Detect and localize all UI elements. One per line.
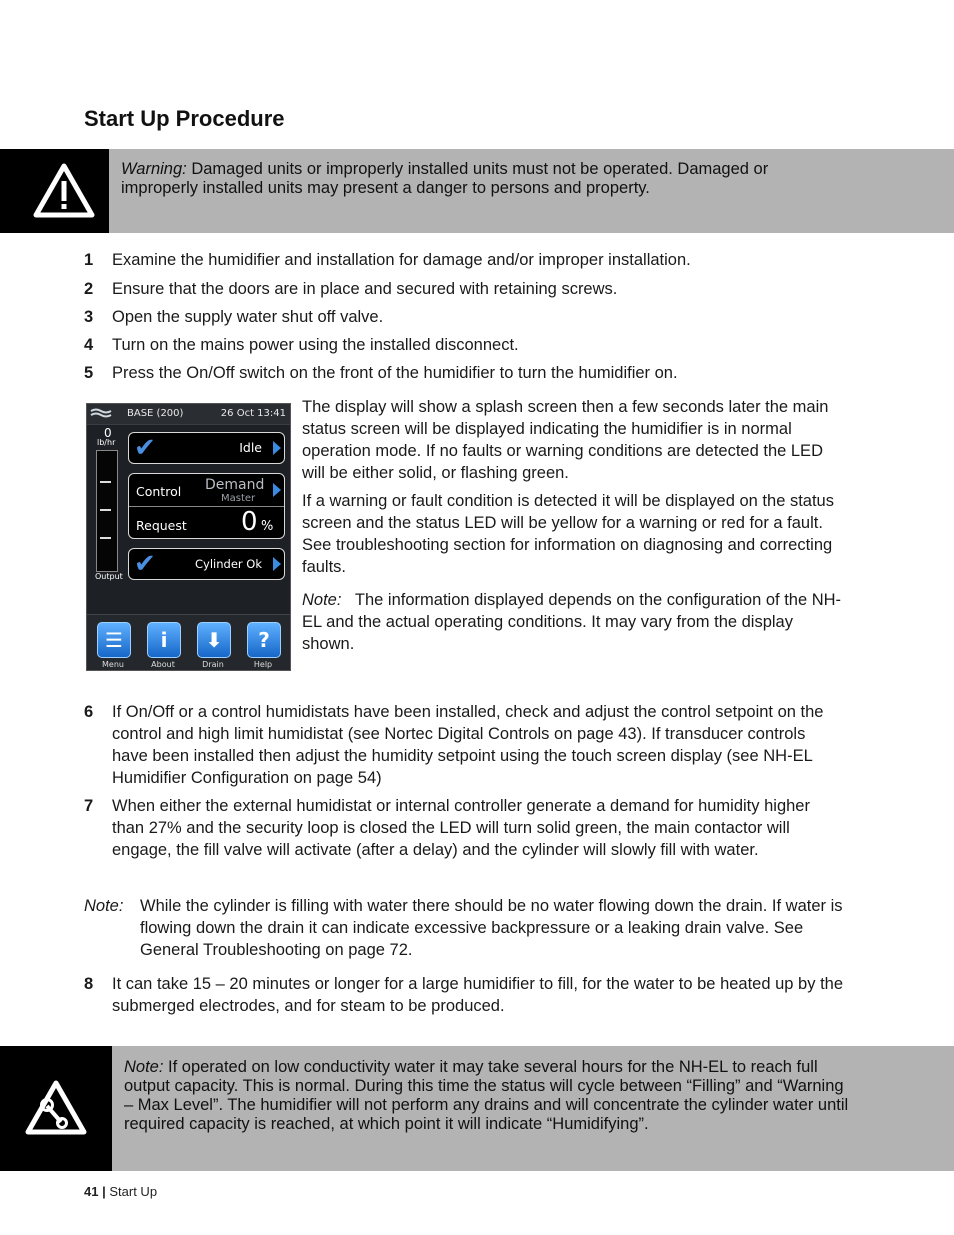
help-label: Help (253, 660, 273, 669)
control-value: Demand (205, 477, 265, 493)
nortec-logo-icon (90, 408, 112, 420)
display-description: The display will show a splash screen then a few seconds later the main status screen will be displayed indicating the humidifier is in normal operation mode. If no faults or warning conditions are detected the LED will be either solid, or flashing green. (302, 398, 829, 482)
display-bottom-bar (87, 614, 290, 671)
control-label: Control (136, 484, 182, 499)
about-label: About (151, 660, 175, 669)
step-8: 8 It can take 15 – 20 minutes or longer for a large humidifier to fill, for the water to be heated up by the submerged electrodes, and for steam to be produced. (84, 975, 844, 1015)
drain-note-text: While the cylinder is filling with water there should be no water flowing down the drain. If water is flowing down the drain it can indicate excessive backpressure or a leaking drain valve. See General Troubleshooting on page 72. (140, 897, 843, 959)
step-4: 4 Turn on the mains power using the installed disconnect. (84, 336, 519, 354)
step-2: 2 Ensure that the doors are in place and secured with retaining screws. (84, 280, 618, 298)
note3-text: If operated on low conductivity water it may take several hours for the NH-EL to reach full output capacity. This is normal. During this time the status will cycle between “Filling” and “Warning – Max Level”. The humidifier will not perform any drains and will concentrate the cylinder water until required capacity is reached, at which point it will indicate “Humidifying”. (124, 1058, 849, 1133)
display-title: BASE (200) (127, 408, 184, 419)
step-7: 7 When either the external humidistat or internal controller generate a demand for humidity higher than 27% and the security loop is closed the LED will turn solid green, the main contactor will engage, the fill valve will activate (after a delay) and the cylinder will slowly fill with water. (84, 797, 810, 859)
step-5: 5 Press the On/Off switch on the front of the humidifier to turn the humidifier on. (84, 364, 678, 382)
help-icon[interactable]: ? (247, 622, 281, 658)
note-text-box (112, 1046, 954, 1171)
request-unit: % (261, 519, 274, 534)
footer-section: Start Up (109, 1184, 158, 1199)
wrench-warning-icon (25, 1080, 87, 1136)
note-callout (0, 1046, 954, 1171)
chevron-right-icon (273, 441, 281, 455)
page-number: 41 (84, 1184, 99, 1199)
output-label: Output (95, 572, 123, 581)
drain-note-label: Note: (84, 897, 124, 915)
warning-callout (0, 149, 954, 233)
chevron-right-icon (273, 483, 281, 497)
request-value: 0 (241, 507, 258, 537)
control-request-panel[interactable] (128, 473, 285, 539)
service-icon-box (0, 1046, 112, 1171)
drain-icon[interactable]: ⬇ (197, 622, 231, 658)
device-display (86, 403, 291, 671)
display-top-bar (87, 404, 290, 425)
output-value: 0 (104, 426, 112, 440)
warning-text: Damaged units or improperly installed units must not be operated. Damaged or improperly installed units may present a danger to persons and property. (121, 160, 769, 197)
display-datetime: 26 Oct 13:41 (220, 408, 286, 419)
display-note: Note: The information displayed depends on the configuration of the NH-EL and the actual operating conditions. It may vary from the display shown. (302, 591, 842, 653)
check-icon: ✔ (134, 549, 156, 579)
warning-text-box (109, 149, 954, 233)
step-6: 6 If On/Off or a control humidistats have been installed, check and adjust the control setpoint on the control and high limit humidistat (see Nortec Digital Controls on page 43). If transducer controls have been installed then adjust the humidity setpoint using the touch screen display (see NH-EL Humidifier Configuration on page 54) (84, 703, 824, 787)
warning-triangle-icon (33, 163, 95, 219)
chevron-right-icon (273, 557, 281, 571)
menu-label: Menu (102, 660, 124, 669)
page-footer: 41 | Start Up (84, 1184, 158, 1199)
fault-description: If a warning or fault condition is detected it will be displayed on the status screen and the status LED will be yellow for a warning or red for a fault. See troubleshooting section for information on diagnosing and correcting faults. (302, 492, 834, 576)
check-icon: ✔ (134, 433, 156, 463)
control-sub: Master (221, 493, 256, 504)
note3-label: Note: (124, 1058, 164, 1076)
request-label: Request (136, 518, 187, 533)
drain-label: Drain (202, 660, 224, 669)
step-1: 1 Examine the humidifier and installation for damage and/or improper installation. (84, 251, 691, 269)
info-icon[interactable]: i (147, 622, 181, 658)
warning-label: Warning: (121, 160, 187, 178)
output-unit: lb/hr (97, 438, 116, 447)
page-title: Start Up Procedure (84, 106, 285, 131)
step-3: 3 Open the supply water shut off valve. (84, 308, 384, 326)
note-label: Note: (302, 591, 342, 609)
warning-icon-box (0, 149, 109, 233)
output-gauge (96, 450, 118, 572)
menu-icon[interactable]: ☰ (97, 622, 131, 658)
cylinder-status-button[interactable]: ✔ Cylinder Ok (128, 548, 285, 580)
status-idle-button[interactable]: ✔ Idle (128, 432, 285, 464)
